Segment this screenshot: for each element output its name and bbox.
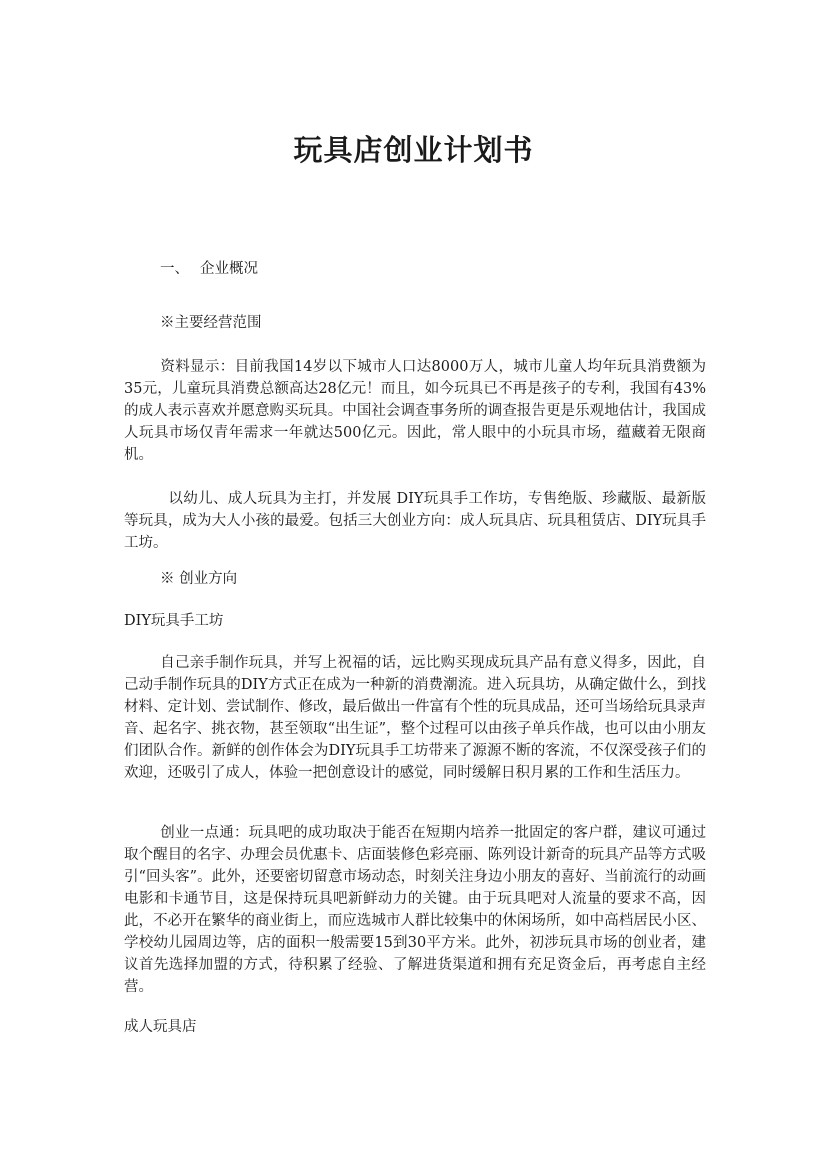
paragraph-text: 创业一点通：玩具吧的成功取决于能否在短期内培养一批固定的客户群，建议可通过取个醒目的名字、办理会员优惠卡、店面装修色彩亮丽、陈列设计新奇的玩具产品等方式吸引“回头客”。此外，还要密切留意市场动态，时刻关注身边小朋友的喜好、当前流行的动画电影和卡通节目，这是保持玩具吧新鲜动力的关键。由于玩具吧对人流量的要求不高，因此，不必开在繁华的商业街上，而应选城市人群比较集中的休闲场所，如中高档居民小区、学校幼儿园周边等，店的面积一般需要15到30平方米。此外，初涉玩具市场的创业者，建议首先选择加盟的方式，待积累了经验、了解进货渠道和拥有充足资金后，再考虑自主经营。 <box>124 825 706 995</box>
paragraph-text: 以幼儿、成人玩具为主打，并发展 DIY玩具手工作坊，专售绝版、珍藏版、最新版等玩具，成为大人小孩的最爱。包括三大创业方向：成人玩具店、玩具租赁店、DIY玩具手工坊。 <box>124 491 706 551</box>
subheading-business-direction: ※ 创业方向 <box>160 571 238 587</box>
subheading-diy-workshop: DIY玩具手工坊 <box>124 613 224 629</box>
section-heading-1 <box>160 258 740 280</box>
section-number: 一、 <box>160 261 189 277</box>
section-title: 企业概况 <box>200 261 258 277</box>
document-title: 玩具店创业计划书 <box>293 133 534 167</box>
paragraph-text: 自己亲手制作玩具，并写上祝福的话，远比购买现成玩具产品有意义得多，因此，自己动手制作玩具的DIY方式正在成为一种新的消费潮流。进入玩具坊，从确定做什么，到找材料、定计划、尝试制作、修改，最后做出一件富有个性的玩具成品，还可当场给玩具录声音、起名字、挑衣物，甚至领取“出生证”，整个过程可以由孩子单兵作战，也可以由小朋友们团队合作。新鲜的创作体会为DIY玩具手工坊带来了源源不断的客流，不仅深受孩子们的欢迎，还吸引了成人，体验一把创意设计的感觉，同时缓解日积月累的工作和生活压力。 <box>124 655 706 781</box>
paragraph-startup-tips <box>124 822 706 998</box>
subheading-adult-toy-store: 成人玩具店 <box>124 1019 197 1035</box>
paragraph-text: 资料显示：目前我国14岁以下城市人口达8000万人，城市儿童人均年玩具消费额为35元，儿童玩具消费总额高达28亿元！而且，如今玩具已不再是孩子的专利，我国有43%的成人表示喜欢并愿意购买玩具。中国社会调查事务所的调查报告更是乐观地估计，我国成人玩具市场仅青年需求一年就达500亿元。因此，常人眼中的小玩具市场，蕴藏着无限商机。 <box>124 359 706 463</box>
subheading-business-scope: ※主要经营范围 <box>160 315 262 331</box>
paragraph-market-data <box>124 356 706 466</box>
paragraph-diy-workshop <box>124 652 706 784</box>
paragraph-product-focus <box>124 488 706 554</box>
